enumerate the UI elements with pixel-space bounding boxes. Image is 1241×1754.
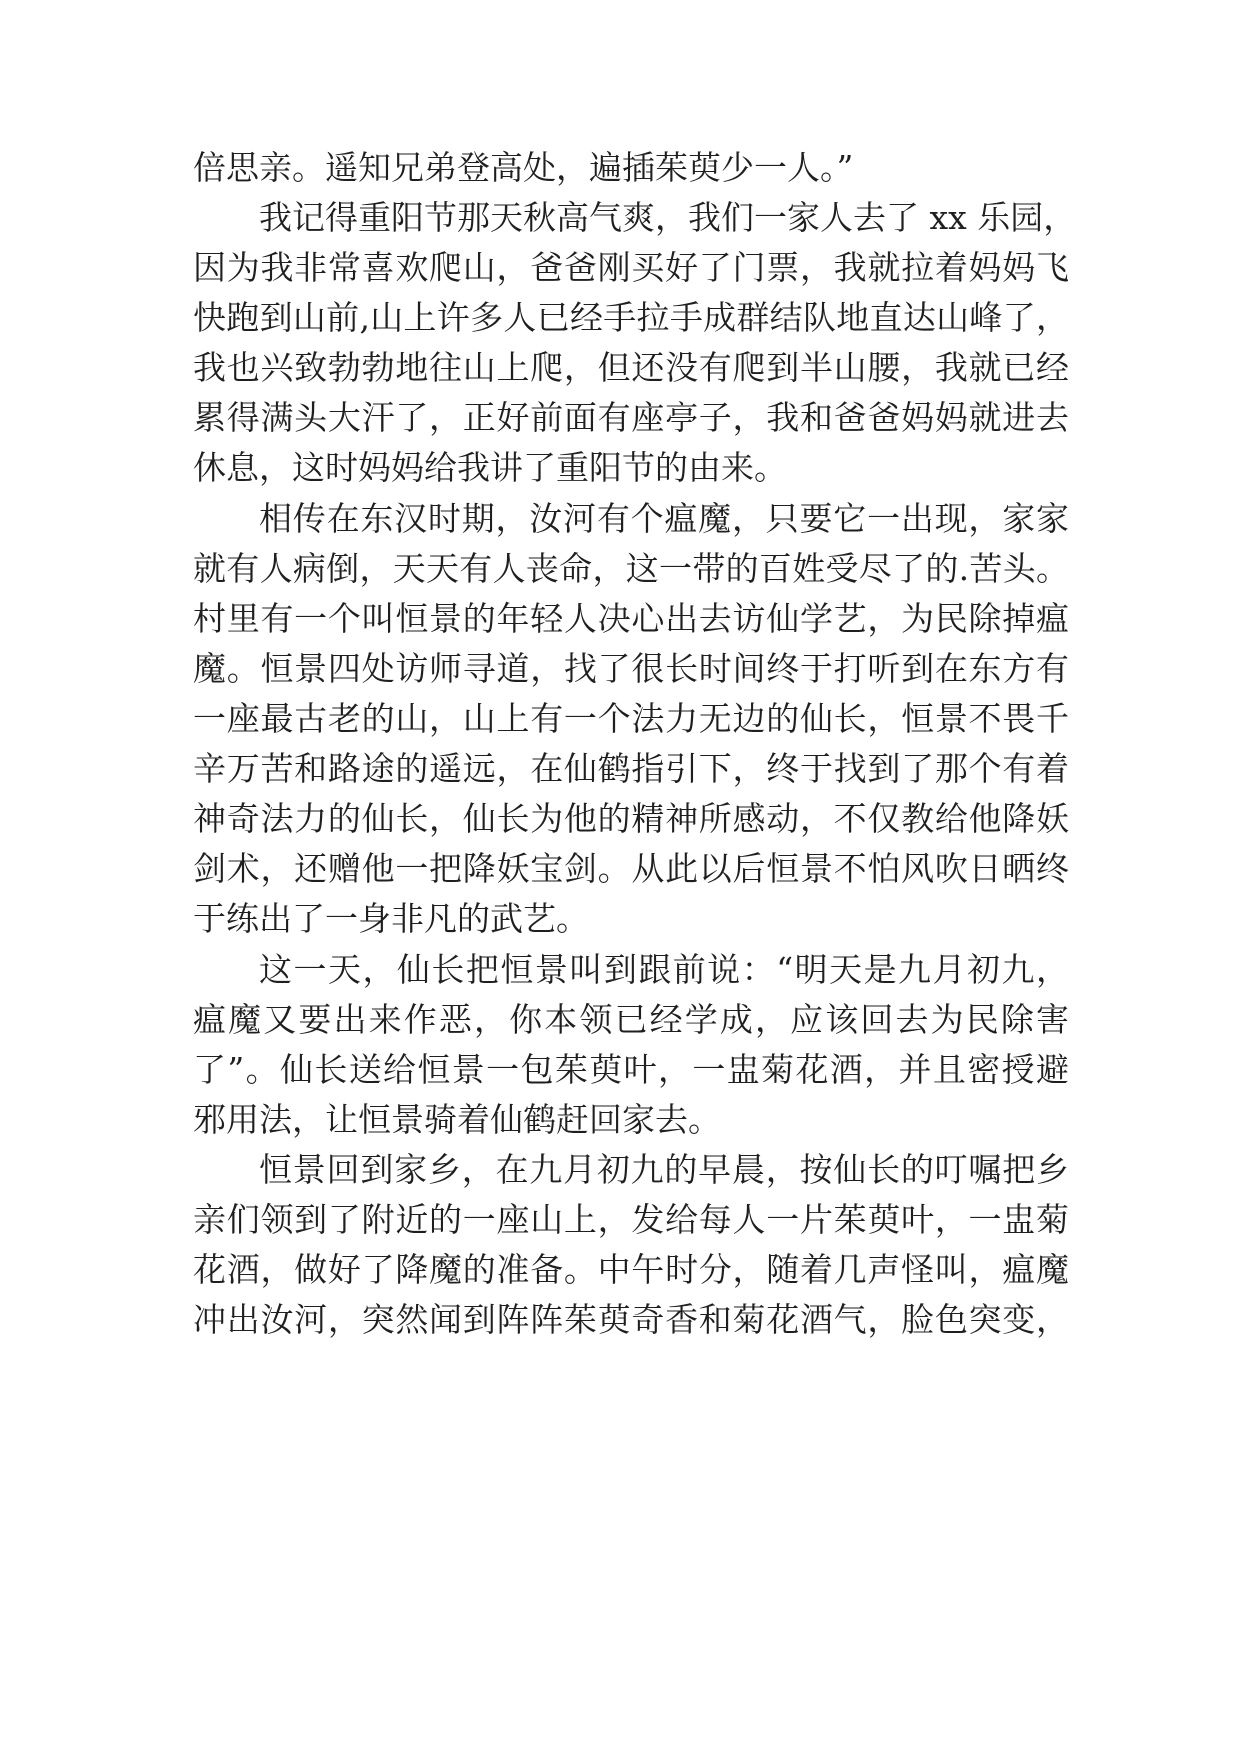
text-line: 倍思亲。遥知兄弟登高处，遍插茱萸少一人。” (193, 148, 854, 187)
text-line: 邪用法，让恒景骑着仙鹤赶回家去。 (193, 1100, 721, 1139)
text-line: 花酒，做好了降魔的准备。中午时分，随着几声怪叫，瘟魔 (193, 1250, 1069, 1289)
text-line: 了”。仙长送给恒景一包茱萸叶，一盅菊花酒，并且密授避 (193, 1050, 1069, 1089)
text-line: 冲出汝河，突然闻到阵阵茱萸奇香和菊花酒气，脸色突变， (193, 1300, 1069, 1339)
text-line: 剑术，还赠他一把降妖宝剑。从此以后恒景不怕风吹日晒终 (193, 849, 1069, 888)
paragraph-start-line: 相传在东汉时期，汝河有个瘟魔，只要它一出现，家家 (259, 499, 1069, 538)
paragraph-start-line: 恒景回到家乡，在九月初九的早晨，按仙长的叮嘱把乡 (259, 1150, 1069, 1189)
text-line: 亲们领到了附近的一座山上，发给每人一片茱萸叶，一盅菊 (193, 1200, 1069, 1239)
text-line: 就有人病倒，天天有人丧命，这一带的百姓受尽了的.苦头。 (193, 549, 1069, 588)
text-line: 魔。恒景四处访师寻道，找了很长时间终于打听到在东方有 (193, 649, 1069, 688)
text-line: 神奇法力的仙长，仙长为他的精神所感动，不仅教给他降妖 (193, 799, 1069, 838)
text-line: 瘟魔又要出来作恶，你本领已经学成，应该回去为民除害 (193, 1000, 1069, 1039)
text-line: 我也兴致勃勃地往山上爬，但还没有爬到半山腰，我就已经 (193, 348, 1069, 387)
paragraph-start-line: 这一天，仙长把恒景叫到跟前说：“明天是九月初九， (259, 950, 1069, 989)
text-line: 于练出了一身非凡的武艺。 (193, 899, 589, 938)
text-line: 快跑到山前,山上许多人已经手拉手成群结队地直达山峰了， (193, 298, 1069, 337)
text-line: 因为我非常喜欢爬山，爸爸刚买好了门票，我就拉着妈妈飞 (193, 248, 1069, 287)
text-line: 一座最古老的山，山上有一个法力无边的仙长，恒景不畏千 (193, 699, 1069, 738)
text-line: 村里有一个叫恒景的年轻人决心出去访仙学艺，为民除掉瘟 (193, 599, 1069, 638)
paragraph-start-line: 我记得重阳节那天秋高气爽，我们一家人去了 xx 乐园， (259, 198, 1077, 237)
text-line: 累得满头大汗了，正好前面有座亭子，我和爸爸妈妈就进去 (193, 398, 1069, 437)
text-line: 休息，这时妈妈给我讲了重阳节的由来。 (193, 448, 787, 487)
text-line: 辛万苦和路途的遥远，在仙鹤指引下，终于找到了那个有着 (193, 749, 1069, 788)
